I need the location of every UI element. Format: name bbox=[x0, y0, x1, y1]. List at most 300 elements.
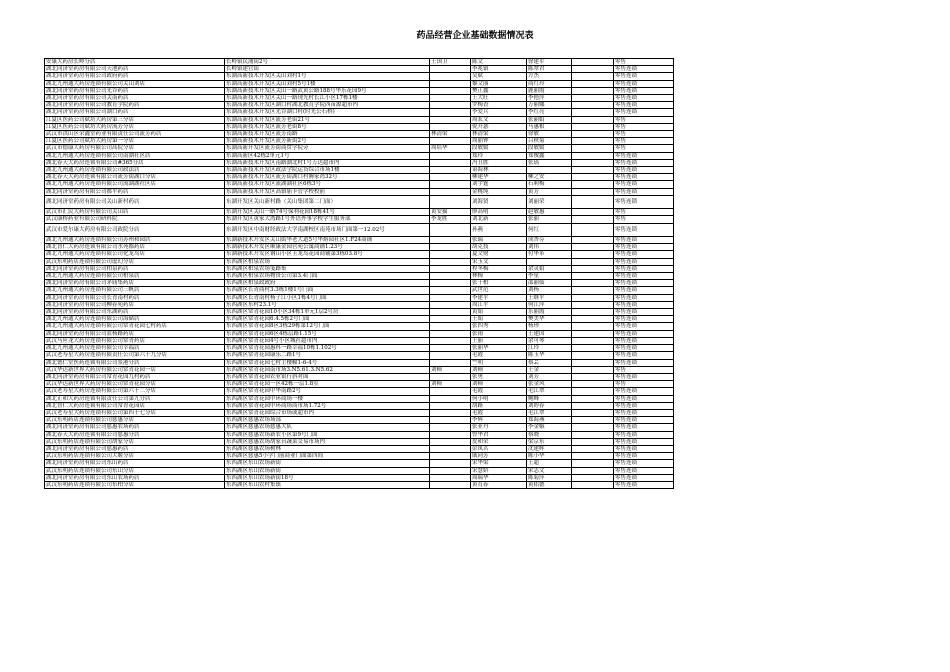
address-cell: 东湖开发区中南财经政法大学南湖校区南苑市场门面第一12.02号 bbox=[225, 223, 430, 236]
business-type-cell: 零售连锁 bbox=[614, 330, 674, 337]
blank-cell bbox=[572, 330, 614, 337]
enterprise-head-cell: 何小明 bbox=[471, 395, 527, 402]
quality-head-cell: 张丽 bbox=[527, 216, 572, 223]
table-row bbox=[45, 366, 674, 373]
enterprise-head-cell: 皮和荣 bbox=[471, 438, 527, 445]
blank-cell bbox=[572, 273, 614, 280]
table-row bbox=[45, 131, 674, 138]
enterprise-head-cell: 王丽 bbox=[471, 337, 527, 344]
company-name-cell: 湖北九州通大药房连锁有限公司三帆店 bbox=[45, 287, 225, 294]
enterprise-head-cell: 张勇 bbox=[471, 373, 527, 380]
legal-rep-cell bbox=[430, 138, 471, 145]
business-type-cell: 零售 bbox=[614, 138, 674, 145]
quality-head-cell: 赵敏惠 bbox=[527, 209, 572, 216]
legal-rep-cell bbox=[430, 95, 471, 102]
quality-head-cell: 蔡芸 bbox=[527, 359, 572, 366]
blank-cell bbox=[572, 244, 614, 251]
company-name-cell: 武汉老寿星大药房连锁有限公司第六十二分店 bbox=[45, 388, 225, 395]
quality-head-cell: 郑海燕 bbox=[527, 417, 572, 424]
address-cell: 东西湖区常青花园康乐二路1号 bbox=[225, 352, 430, 359]
company-name-cell: 湖北同济堂药房有限公司政府药店 bbox=[45, 73, 225, 80]
legal-rep-cell bbox=[430, 80, 471, 87]
legal-rep-cell bbox=[430, 481, 471, 488]
company-name-cell: 湖北春天大药房连锁有限公司慈惠分店 bbox=[45, 431, 225, 438]
enterprise-head-cell: 黄育春 bbox=[471, 481, 527, 488]
business-type-cell: 零售 bbox=[614, 116, 674, 123]
quality-head-cell: 徐敏 bbox=[527, 131, 572, 138]
legal-rep-cell bbox=[430, 174, 471, 181]
table-row bbox=[45, 352, 674, 359]
company-name-cell: 湖北同济堂药房有限公司关南药店 bbox=[45, 95, 225, 102]
quality-head-cell: 陈菊萍 bbox=[527, 474, 572, 481]
company-name-cell: 江夏区医药公司斌坊大药房第一分店 bbox=[45, 138, 225, 145]
blank-cell bbox=[572, 352, 614, 359]
legal-rep-cell bbox=[430, 152, 471, 159]
address-cell: 东西湖区东山农场新街 bbox=[225, 460, 430, 467]
blank-cell bbox=[572, 159, 614, 166]
business-type-cell: 零售连锁 bbox=[614, 251, 674, 258]
business-type-cell: 零售连锁 bbox=[614, 87, 674, 94]
business-type-cell: 零售连锁 bbox=[614, 73, 674, 80]
quality-head-cell: 刘伟 bbox=[527, 244, 572, 251]
quality-head-cell: 邵丽仙 bbox=[527, 280, 572, 287]
blank-cell bbox=[572, 345, 614, 352]
quality-head-cell: 刘丽荣 bbox=[527, 195, 572, 208]
legal-rep-cell bbox=[430, 237, 471, 244]
address-cell: 东湖高新技术开发区流湖湖社区6栋3号 bbox=[225, 181, 430, 188]
legal-rep-cell bbox=[430, 453, 471, 460]
company-name-cell: 武汉康桥药业有限公司研科院 bbox=[45, 216, 225, 223]
quality-head-cell: 付华革 bbox=[527, 251, 572, 258]
enterprise-head-cell: 罗梅香 bbox=[471, 102, 527, 109]
address-cell: 东湖高新技术开发区政法学院运货综合市场1楼 bbox=[225, 167, 430, 174]
blank-cell bbox=[572, 174, 614, 181]
address-cell: 东湖开发区关山一路74号保利花园18栋41号 bbox=[225, 209, 430, 216]
enterprise-head-cell: 周玄文 bbox=[471, 116, 527, 123]
company-name-cell: 武汉东明药店连锁有限公司东山分店 bbox=[45, 467, 225, 474]
enterprise-head-cell: 谌海林 bbox=[471, 167, 527, 174]
table-row bbox=[45, 273, 674, 280]
enterprise-head-cell: 毛霞 bbox=[471, 352, 527, 359]
enterprise-head-cell: 李建平 bbox=[471, 294, 527, 301]
blank-cell bbox=[572, 453, 614, 460]
address-cell: 东西湖区常青花园6区4栋层路1.15号 bbox=[225, 330, 430, 337]
enterprise-head-cell: 周丽钟 bbox=[471, 138, 527, 145]
enterprise-head-cell: 张丽华 bbox=[471, 345, 527, 352]
company-name-cell: 湖北九州通大药房连锁有限公司政法店 bbox=[45, 167, 225, 174]
quality-head-cell: 何红 bbox=[527, 223, 572, 236]
table-row bbox=[45, 395, 674, 402]
legal-rep-cell bbox=[430, 195, 471, 208]
legal-rep-cell: 黄安猫 bbox=[430, 209, 471, 216]
enterprise-head-cell: 刘顿 bbox=[471, 381, 527, 388]
blank-cell bbox=[572, 481, 614, 488]
table-row bbox=[45, 174, 674, 181]
table-row bbox=[45, 80, 674, 87]
enterprise-head-cell: 程冬梅 bbox=[471, 265, 527, 272]
address-cell: 东湖高新技术开发区关山刘村5号1楼 bbox=[225, 80, 430, 87]
legal-rep-cell bbox=[430, 123, 471, 130]
business-type-cell: 零售连锁 bbox=[614, 359, 674, 366]
enterprise-head-cell: 倪开瑟 bbox=[471, 123, 527, 130]
company-name-cell: 湖北同济堂药房有限公司教育学院药店 bbox=[45, 102, 225, 109]
company-name-cell: 湖北同济堂药房有限公司茅庙集药店 bbox=[45, 280, 225, 287]
legal-rep-cell bbox=[430, 395, 471, 402]
enterprise-head-cell: 张瑞 bbox=[471, 237, 527, 244]
enterprise-head-cell: 宋玉文 bbox=[471, 258, 527, 265]
table-row bbox=[45, 359, 674, 366]
blank-cell bbox=[572, 467, 614, 474]
blank-cell bbox=[572, 95, 614, 102]
address-cell: 东湖新技术开发区顺康金园营苑公寓商铺1.23号 bbox=[225, 244, 430, 251]
business-type-cell: 零售 bbox=[614, 123, 674, 130]
table-row bbox=[45, 301, 674, 308]
quality-head-cell: 郑俊鑫 bbox=[527, 152, 572, 159]
business-type-cell: 零售连锁 bbox=[614, 453, 674, 460]
legal-rep-cell bbox=[430, 330, 471, 337]
company-name-cell: 武汉老寿星大药房连锁有限责任公司第六十九分店 bbox=[45, 352, 225, 359]
table-row bbox=[45, 152, 674, 159]
legal-rep-cell bbox=[430, 359, 471, 366]
address-cell: 东西湖区常青花园6.4.5栋2号门面 bbox=[225, 316, 430, 323]
address-cell: 东西湖区常青花园惠科一路幸福10栋1.102号 bbox=[225, 345, 430, 352]
table-row bbox=[45, 280, 674, 287]
company-name-cell: 湖北同济堂药房有限公司长青南村药店 bbox=[45, 294, 225, 301]
enterprise-head-cell: 武世范 bbox=[471, 287, 527, 294]
business-type-cell: 零售 bbox=[614, 366, 674, 373]
enterprise-head-cell: 宋华梁 bbox=[471, 460, 527, 467]
business-type-cell: 零售连锁 bbox=[614, 395, 674, 402]
table-row bbox=[45, 102, 674, 109]
quality-head-cell: 江玲 bbox=[527, 345, 572, 352]
quality-head-cell: 王继平 bbox=[527, 294, 572, 301]
blank-cell bbox=[572, 438, 614, 445]
address-cell: 东湖高新技术开发区关山一路现光村长江小区17栋1楼 bbox=[225, 95, 430, 102]
legal-rep-cell bbox=[430, 409, 471, 416]
blank-cell bbox=[572, 417, 614, 424]
blank-cell bbox=[572, 251, 614, 258]
business-type-cell: 零售连锁 bbox=[614, 273, 674, 280]
legal-rep-cell bbox=[430, 258, 471, 265]
blank-cell bbox=[572, 323, 614, 330]
enterprise-data-table bbox=[44, 58, 674, 489]
company-name-cell: 湖北九州通大药房连锁有限公司苏州和园店 bbox=[45, 237, 225, 244]
company-name-cell: 武汉东明药店连锁有限公司大姬分店 bbox=[45, 453, 225, 460]
blank-cell bbox=[572, 80, 614, 87]
business-type-cell: 零售 bbox=[614, 209, 674, 216]
company-name-cell: 湖北同济堂药房有限公司慈惠农场药店 bbox=[45, 424, 225, 431]
quality-head-cell: 万丽娜 bbox=[527, 102, 572, 109]
business-type-cell: 零售连锁 bbox=[614, 474, 674, 481]
quality-head-cell: 吕秋菊 bbox=[527, 138, 572, 145]
business-type-cell: 零售连锁 bbox=[614, 309, 674, 316]
quality-head-cell: 成杏芬 bbox=[527, 237, 572, 244]
quality-head-cell: 徐建军 bbox=[527, 59, 572, 66]
legal-rep-cell bbox=[430, 301, 471, 308]
enterprise-head-cell: 王娟 bbox=[471, 316, 527, 323]
enterprise-head-cell: 胡克技 bbox=[471, 244, 527, 251]
table-row bbox=[45, 460, 674, 467]
blank-cell bbox=[572, 309, 614, 316]
table-row bbox=[45, 209, 674, 216]
company-name-cell: 湖北九州通大药房连锁有限公司南湖社区店 bbox=[45, 152, 225, 159]
legal-rep-cell bbox=[430, 424, 471, 431]
business-type-cell: 零售连锁 bbox=[614, 237, 674, 244]
company-name-cell: 湖北九州通大药房连锁有限公司关山刘店 bbox=[45, 80, 225, 87]
table-row bbox=[45, 109, 674, 116]
business-type-cell: 零售连锁 bbox=[614, 244, 674, 251]
quality-head-cell: 张金风 bbox=[527, 381, 572, 388]
address-cell: 东西湖区柏泉农场物资公司第3.4门面 bbox=[225, 273, 430, 280]
company-name-cell: 武汉华达新世界大药房有限公司常青花园一店 bbox=[45, 366, 225, 373]
legal-rep-cell bbox=[430, 431, 471, 438]
quality-head-cell: 陈玉华 bbox=[527, 352, 572, 359]
business-type-cell: 零售连锁 bbox=[614, 467, 674, 474]
legal-rep-cell bbox=[430, 73, 471, 80]
enterprise-head-cell: 宋慧娇 bbox=[471, 467, 527, 474]
address-cell: 东湖高新区42栋2单元1号 bbox=[225, 152, 430, 159]
company-name-cell: 湖北同济堂药房有限公司都平药店 bbox=[45, 188, 225, 195]
company-name-cell: 湖北九州通大药房连锁有限公司常青花园七村药店 bbox=[45, 323, 225, 330]
address-cell: 东湖高新技术开发区流芳南路 bbox=[225, 131, 430, 138]
table-row bbox=[45, 159, 674, 166]
address-cell: 东西湖区慈惠农场场部 bbox=[225, 417, 430, 424]
address-cell: 东西湖区常青花园综合市场或超市内 bbox=[225, 409, 430, 416]
blank-cell bbox=[572, 209, 614, 216]
company-name-cell: 湖北同济堂药房有限公司东山药店 bbox=[45, 460, 225, 467]
address-cell: 东湖高新技术开发区光谷湖口村(时光公石桥) bbox=[225, 109, 430, 116]
address-cell: 东湖高新技术开发区流芳老街8号 bbox=[225, 123, 430, 130]
table-row bbox=[45, 381, 674, 388]
enterprise-head-cell: 刘顿 bbox=[471, 366, 527, 373]
table-row bbox=[45, 424, 674, 431]
address-cell: 东西湖区常青花园4号小区城社超市内 bbox=[225, 337, 430, 344]
quality-head-cell: 鹿丽霞 bbox=[527, 87, 572, 94]
business-type-cell: 零售连锁 bbox=[614, 402, 674, 409]
table-row bbox=[45, 417, 674, 424]
table-row bbox=[45, 409, 674, 416]
business-type-cell: 零售连锁 bbox=[614, 66, 674, 73]
quality-head-cell: 余可琴 bbox=[527, 337, 572, 344]
company-name-cell: 武汉东明药店连锁有限公司虚幻分店 bbox=[45, 258, 225, 265]
blank-cell bbox=[572, 316, 614, 323]
quality-head-cell: 刘婷春 bbox=[527, 402, 572, 409]
table-row bbox=[45, 294, 674, 301]
address-cell: 东西湖区常青花园10小区34栋1单元1层2号房 bbox=[225, 309, 430, 316]
table-row bbox=[45, 66, 674, 73]
business-type-cell: 零售连锁 bbox=[614, 352, 674, 359]
quality-head-cell bbox=[527, 167, 572, 174]
table-row bbox=[45, 258, 674, 265]
enterprise-head-cell: 孙燕 bbox=[471, 223, 527, 236]
blank-cell bbox=[572, 280, 614, 287]
legal-rep-cell: 王国卫 bbox=[430, 59, 471, 66]
legal-rep-cell bbox=[430, 294, 471, 301]
legal-rep-cell bbox=[430, 66, 471, 73]
quality-head-cell: 张丽娟 bbox=[527, 116, 572, 123]
enterprise-head-cell: 张四秀 bbox=[471, 323, 527, 330]
table-row bbox=[45, 330, 674, 337]
quality-head-cell: 鲍峰 bbox=[527, 395, 572, 402]
address-cell: 东西湖区东山农场新街 bbox=[225, 467, 430, 474]
legal-rep-cell bbox=[430, 188, 471, 195]
address-cell: 东湖高新技术开发区关山一路武黄公路188号华乐花园9号 bbox=[225, 87, 430, 94]
business-type-cell: 零售连锁 bbox=[614, 152, 674, 159]
quality-head-cell: 宋志文 bbox=[527, 467, 572, 474]
blank-cell bbox=[572, 301, 614, 308]
quality-head-cell: 商红玲 bbox=[527, 80, 572, 87]
table-row bbox=[45, 481, 674, 488]
business-type-cell: 零售连锁 bbox=[614, 294, 674, 301]
blank-cell bbox=[572, 424, 614, 431]
table-row bbox=[45, 59, 674, 66]
enterprise-head-cell: 吴斌 bbox=[471, 73, 527, 80]
blank-cell bbox=[572, 216, 614, 223]
legal-rep-cell bbox=[430, 287, 471, 294]
address-cell: 东西湖区长青商村3.3栋1楼1号门面 bbox=[225, 287, 430, 294]
company-name-cell: 湖北同济堂药房有限公司柏泉药店 bbox=[45, 265, 225, 272]
blank-cell bbox=[572, 66, 614, 73]
legal-rep-cell bbox=[430, 388, 471, 395]
table-row bbox=[45, 251, 674, 258]
address-cell: 长岭镇民浦街2号 bbox=[225, 59, 430, 66]
quality-head-cell: 段敏媛 bbox=[527, 145, 572, 152]
address-cell: 东湖高新技术开发区流芳新街2号 bbox=[225, 138, 430, 145]
legal-rep-cell bbox=[430, 445, 471, 452]
enterprise-head-cell: 曾华君 bbox=[471, 431, 527, 438]
legal-rep-cell bbox=[430, 102, 471, 109]
blank-cell bbox=[572, 87, 614, 94]
quality-head-cell: 毛江翠 bbox=[527, 409, 572, 416]
table-row bbox=[45, 167, 674, 174]
business-type-cell: 零售连锁 bbox=[614, 109, 674, 116]
blank-cell bbox=[572, 145, 614, 152]
legal-rep-cell bbox=[430, 438, 471, 445]
address-cell: 东西湖区东村23.1号 bbox=[225, 301, 430, 308]
legal-rep-cell bbox=[430, 109, 471, 116]
quality-head-cell: 杨珍 bbox=[527, 323, 572, 330]
company-name-cell: 湖北九州通大药房连锁有限公司柏泉店 bbox=[45, 273, 225, 280]
table-row bbox=[45, 323, 674, 330]
company-name-cell: 湖北九州通大药房连锁有限公司化龙岛店 bbox=[45, 251, 225, 258]
business-type-cell: 零售连锁 bbox=[614, 323, 674, 330]
company-name-cell: 武汉东明药店连锁有限公司胡家分店 bbox=[45, 438, 225, 445]
business-type-cell: 零售连锁 bbox=[614, 431, 674, 438]
quality-head-cell: 余灵娟 bbox=[527, 265, 572, 272]
enterprise-head-cell: 刘海贤 bbox=[471, 195, 527, 208]
legal-rep-cell: 刘顿 bbox=[430, 366, 471, 373]
blank-cell bbox=[572, 395, 614, 402]
blank-cell bbox=[572, 388, 614, 395]
table-row bbox=[45, 216, 674, 223]
blank-cell bbox=[572, 181, 614, 188]
address-cell: 东西湖区常青花园中华南路2号 bbox=[225, 388, 430, 395]
legal-rep-cell bbox=[430, 323, 471, 330]
address-cell: 东西湖区常青花园七村主楼幢1-6-4号 bbox=[225, 359, 430, 366]
business-type-cell: 零售连锁 bbox=[614, 373, 674, 380]
table-row bbox=[45, 345, 674, 352]
business-type-cell: 零售 bbox=[614, 131, 674, 138]
quality-head-cell: 王金 bbox=[527, 366, 572, 373]
address-cell: 东西湖区慈惠5小学门前商业门面第四间 bbox=[225, 453, 430, 460]
address-cell: 东湖高新技术开发区流芳街湖口村腾家湾32号 bbox=[225, 174, 430, 181]
legal-rep-cell bbox=[430, 223, 471, 236]
address-cell: 东西湖区常青花园农业银行斜对面 bbox=[225, 373, 430, 380]
quality-head-cell: 王超 bbox=[527, 460, 572, 467]
company-name-cell: 武汉市德康大药房有限公司高院分店 bbox=[45, 145, 225, 152]
legal-rep-cell bbox=[430, 474, 471, 481]
legal-rep-cell bbox=[430, 309, 471, 316]
address-cell: 东西湖区柏泉农场笺路集 bbox=[225, 265, 430, 272]
enterprise-head-cell: 李爱兵 bbox=[471, 109, 527, 116]
business-type-cell: 零售连锁 bbox=[614, 258, 674, 265]
blank-cell bbox=[572, 359, 614, 366]
address-cell: 东湖高新技术开发区流芳老街21号 bbox=[225, 116, 430, 123]
quality-head-cell: 李红亮 bbox=[527, 109, 572, 116]
company-name-cell: 湖北智仁大药房连锁有限公司常青花园店 bbox=[45, 402, 225, 409]
company-name-cell: 武汉老寿星大药房连锁有限公司第四十七分店 bbox=[45, 409, 225, 416]
table-row bbox=[45, 373, 674, 380]
enterprise-head-cell: 王大旺 bbox=[471, 95, 527, 102]
business-type-cell: 零售连锁 bbox=[614, 301, 674, 308]
enterprise-head-cell: 陈文 bbox=[471, 59, 527, 66]
company-name-cell: 武汉市汇民大药房有限公司关山店 bbox=[45, 209, 225, 216]
quality-head-cell: 陈小华 bbox=[527, 453, 572, 460]
address-cell: 东西湖区常青花园中环商场一楼 bbox=[225, 395, 430, 402]
table-row bbox=[45, 467, 674, 474]
company-name-cell: 湖北同济堂药房有限公司东山农场药店 bbox=[45, 474, 225, 481]
legal-rep-cell: 刘顿 bbox=[430, 381, 471, 388]
company-name-cell: 湖北同济堂药房有限公司东湖药店 bbox=[45, 309, 225, 316]
legal-rep-cell: 林清梁 bbox=[430, 131, 471, 138]
table-row bbox=[45, 87, 674, 94]
enterprise-head-cell: 戚同芳 bbox=[471, 453, 527, 460]
address-cell: 东湖高新技术开发区南路湖北村1号万达超市内 bbox=[225, 159, 430, 166]
legal-rep-cell bbox=[430, 280, 471, 287]
legal-rep-cell bbox=[430, 116, 471, 123]
quality-head-cell: 梁京东 bbox=[527, 438, 572, 445]
blank-cell bbox=[572, 373, 614, 380]
enterprise-head-cell: 金桃纯 bbox=[471, 188, 527, 195]
address-cell: 东西湖区常青花园南市场3.N5.61.3.N5.62 bbox=[225, 366, 430, 373]
business-type-cell: 零售连锁 bbox=[614, 388, 674, 395]
company-name-cell: 湖北同济堂药房有限公司湖口药店 bbox=[45, 109, 225, 116]
company-name-cell: 湖北同济堂药房有限公司关山新村药店 bbox=[45, 195, 225, 208]
legal-rep-cell bbox=[430, 467, 471, 474]
legal-rep-cell bbox=[430, 251, 471, 258]
address-cell: 东西湖区慈惠农场树林 bbox=[225, 445, 430, 452]
address-cell: 东湖开发区关山新村路（关山集团第二门面） bbox=[225, 195, 430, 208]
table-row bbox=[45, 244, 674, 251]
enterprise-head-cell: 李辉 bbox=[471, 417, 527, 424]
blank-cell bbox=[572, 109, 614, 116]
company-name-cell: 湖北正和大药房连锁有限责任公司第九分店 bbox=[45, 395, 225, 402]
address-cell: 东西湖区东山农场新街18号 bbox=[225, 474, 430, 481]
company-name-cell: 湖北同济堂药房有限公司光谷药店 bbox=[45, 87, 225, 94]
blank-cell bbox=[572, 59, 614, 66]
company-name-cell: 湖北智仁大药房连锁有限公司水苑都药店 bbox=[45, 244, 225, 251]
blank-cell bbox=[572, 402, 614, 409]
company-name-cell: 湖北德仁堂医药连锁有限公司景港分店 bbox=[45, 359, 225, 366]
enterprise-head-cell: 毛霞 bbox=[471, 388, 527, 395]
legal-rep-cell: 李龙胜 bbox=[430, 216, 471, 223]
table-row bbox=[45, 309, 674, 316]
quality-head-cell: 毛江翠 bbox=[527, 388, 572, 395]
business-type-cell: 零售连锁 bbox=[614, 167, 674, 174]
legal-rep-cell bbox=[430, 167, 471, 174]
business-type-cell: 零售连锁 bbox=[614, 417, 674, 424]
company-name-cell: 武汉马应龙大药房连锁有限公司常青药店 bbox=[45, 337, 225, 344]
